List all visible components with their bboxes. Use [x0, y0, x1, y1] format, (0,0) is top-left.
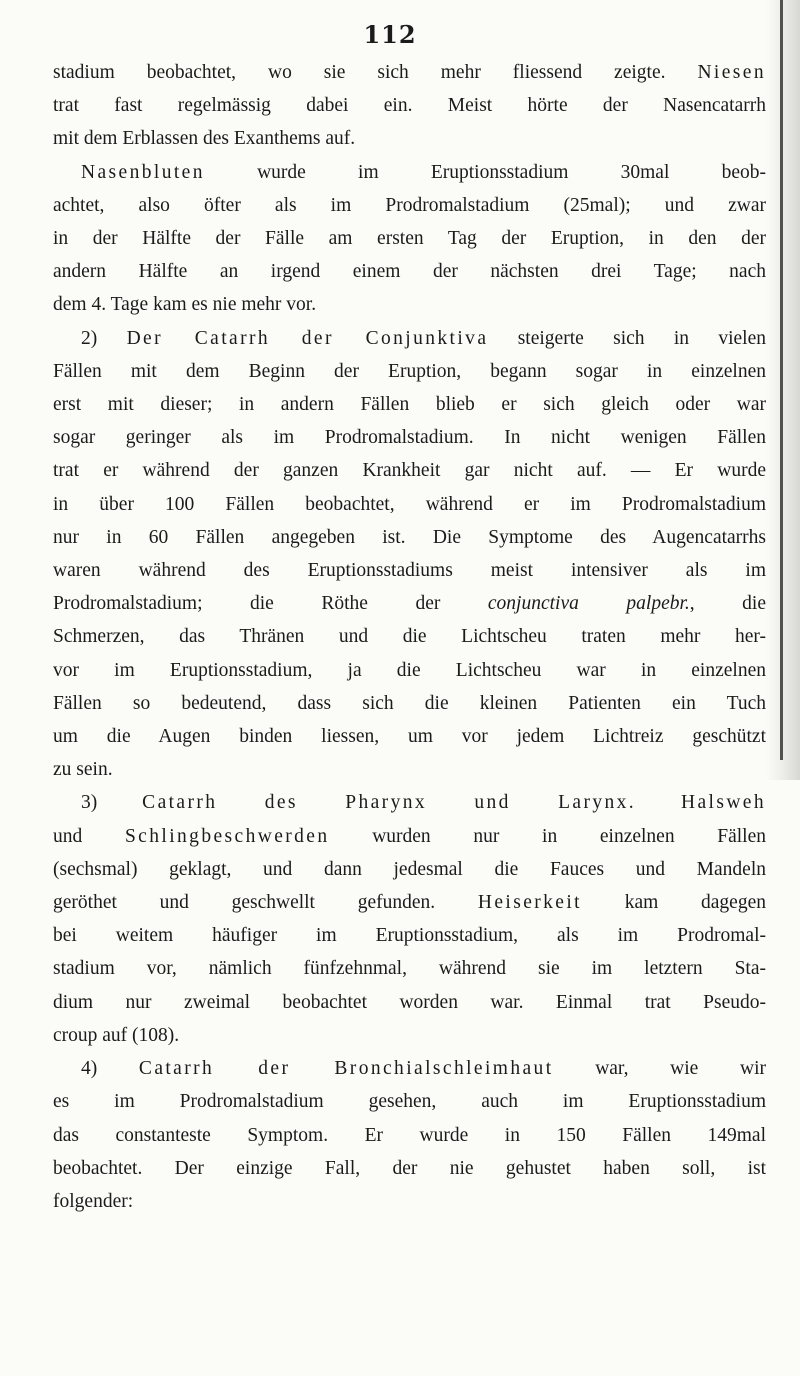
text-line: geröthet und geschwellt gefunden. Heiserkeit kam dagegen — [53, 892, 766, 914]
text-line: 2) Der Catarrh der Conjunktiva steigerte sich in vielen — [81, 327, 766, 349]
text-line: waren während des Eruptionsstadiums meist intensiver als im — [53, 560, 766, 582]
text-line: um die Augen binden liessen, um vor jedem Lichtreiz geschützt — [53, 726, 766, 748]
text-line: das constanteste Symptom. Er wurde in 150 Fällen 149mal — [53, 1124, 766, 1146]
text-line: trat fast regelmässig dabei ein. Meist hörte der Nasencatarrh — [53, 95, 766, 117]
text-line: es im Prodromalstadium gesehen, auch im Eruptionsstadium — [53, 1091, 766, 1113]
text-line: croup auf (108). — [53, 1024, 180, 1046]
text-line: in über 100 Fällen beobachtet, während er im Prodromalstadium — [53, 493, 766, 515]
text-line: beobachtet. Der einzige Fall, der nie gehustet haben soll, ist — [53, 1157, 766, 1179]
text-line: und Schlingbeschwerden wurden nur in einzelnen Fällen — [53, 825, 767, 847]
text-line: zu sein. — [53, 759, 113, 781]
text-line: erst mit dieser; in andern Fällen blieb er sich gleich oder war — [53, 394, 766, 416]
text-line: in der Hälfte der Fälle am ersten Tag der Eruption, in den der — [53, 228, 766, 250]
text-line: trat er während der ganzen Krankheit gar nicht auf. — Er wurde — [53, 460, 766, 482]
page-number: 112 — [363, 20, 417, 49]
text-line: Fällen mit dem Beginn der Eruption, begann sogar in einzelnen — [53, 360, 766, 382]
text-line: stadium vor, nämlich fünfzehnmal, während sie im letztern Sta- — [53, 958, 766, 980]
text-line: Fällen so bedeutend, dass sich die kleinen Patienten ein Tuch — [53, 692, 766, 714]
text-line: 4) Catarrh der Bronchialschleimhaut war, wie wir — [81, 1058, 766, 1080]
text-line: Nasenbluten wurde im Eruptionsstadium 30mal beob- — [81, 161, 766, 183]
text-line: Schmerzen, das Thränen und die Lichtscheu traten mehr her- — [53, 626, 766, 648]
text-line: nur in 60 Fällen angegeben ist. Die Symptome des Augencatarrhs — [53, 526, 766, 548]
text-line: 3) Catarrh des Pharynx und Larynx. Halsweh — [81, 792, 767, 814]
text-line: folgender: — [53, 1190, 134, 1212]
text-line: sogar geringer als im Prodromalstadium. In nicht wenigen Fällen — [53, 427, 766, 449]
text-line: Prodromalstadium; die Röthe der conjunctiva palpebr., die — [53, 593, 767, 615]
text-line: stadium beobachtet, wo sie sich mehr fliessend zeigte. Niesen — [53, 62, 766, 83]
page-edge-shadow — [766, 0, 800, 780]
text-line: mit dem Erblassen des Exanthems auf. — [53, 128, 356, 150]
text-line: (sechsmal) geklagt, und dann jedesmal die Fauces und Mandeln — [53, 858, 766, 880]
text-line: achtet, also öfter als im Prodromalstadium (25mal); und zwar — [53, 194, 766, 216]
text-line: dium nur zweimal beobachtet worden war. Einmal trat Pseudo- — [53, 991, 766, 1013]
text-line: vor im Eruptionsstadium, ja die Lichtscheu war in einzelnen — [53, 659, 766, 681]
text-line: bei weitem häufiger im Eruptionsstadium, als im Prodromal- — [53, 925, 766, 947]
body-text — [53, 56, 766, 1218]
text-line: andern Hälfte an irgend einem der nächsten drei Tage; nach — [53, 261, 766, 283]
text-line: dem 4. Tage kam es nie mehr vor. — [53, 294, 317, 316]
